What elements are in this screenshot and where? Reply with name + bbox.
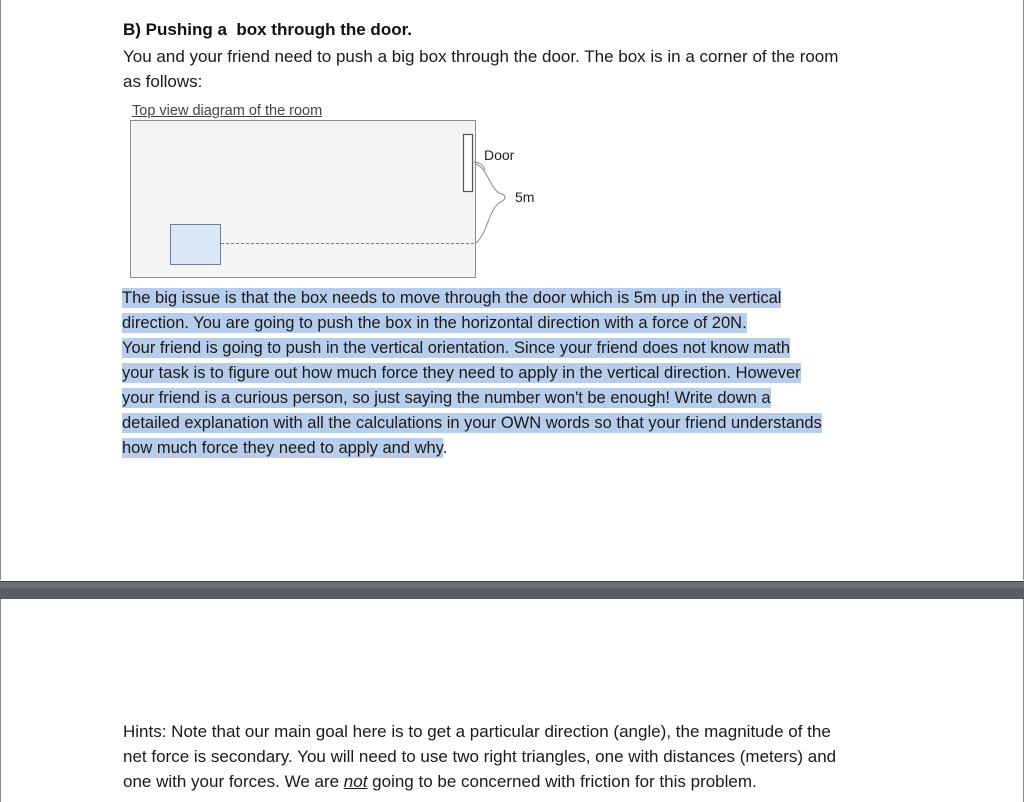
diagram-title: Top view diagram of the room: [132, 103, 323, 119]
selected-text[interactable]: detailed explanation with all the calculations in your OWN words so that your friend understands: [122, 414, 822, 432]
selected-text[interactable]: direction. You are going to push the box in the horizontal direction with a force of 20N.: [122, 314, 747, 332]
intro-line-1: You and your friend need to push a big box through the door. The box is in a corner of the room: [123, 47, 839, 66]
hints-line-2: net force is secondary. You will need to use two right triangles, one with distances (meters) and: [123, 747, 837, 766]
problem-line-4: [122, 361, 922, 386]
problem-line-5: [122, 386, 922, 411]
problem-line-1: [122, 286, 922, 311]
problem-line-2: [122, 311, 922, 336]
problem-line-7: [122, 436, 922, 461]
hints-paragraph: [123, 719, 923, 794]
page-separator-highlight: [0, 582, 1024, 588]
selected-text[interactable]: The big issue is that the box needs to move through the door which is 5m up in the vertical: [122, 289, 782, 307]
document-page-2: [0, 599, 1024, 802]
selected-text[interactable]: how much force they need to apply and why: [122, 439, 443, 457]
hints-line-3-end: going to be concerned with friction for this problem.: [367, 772, 757, 791]
page-separator: [0, 581, 1024, 599]
door-label: Door: [484, 147, 515, 163]
problem-paragraph: [122, 286, 922, 461]
hints-line-3: [123, 769, 923, 794]
final-period: .: [442, 439, 448, 457]
distance-brace: [476, 164, 505, 243]
distance-label: 5m: [515, 189, 535, 205]
problem-line-6: [122, 411, 922, 436]
hints-line-1: Hints: Note that our main goal here is to get a particular direction (angle), the magnitude of the: [123, 722, 831, 741]
selected-text[interactable]: your task is to figure out how much force they need to apply in the vertical direction. However: [122, 364, 801, 382]
selected-text[interactable]: Your friend is going to push in the vertical orientation. Since your friend does not know math: [122, 339, 791, 357]
problem-line-3: [122, 336, 922, 361]
intro-line-2: as follows:: [123, 72, 203, 91]
selected-text[interactable]: your friend is a curious person, so just saying the number won't be enough! Write down a: [122, 389, 771, 407]
door-shape: [464, 135, 473, 192]
hints-line-3-start: one with your forces. We are: [123, 772, 344, 791]
hints-emphasis-not: not: [343, 772, 368, 791]
box-shape: [171, 225, 221, 265]
section-heading: B) Pushing a box through the door.: [123, 20, 412, 39]
